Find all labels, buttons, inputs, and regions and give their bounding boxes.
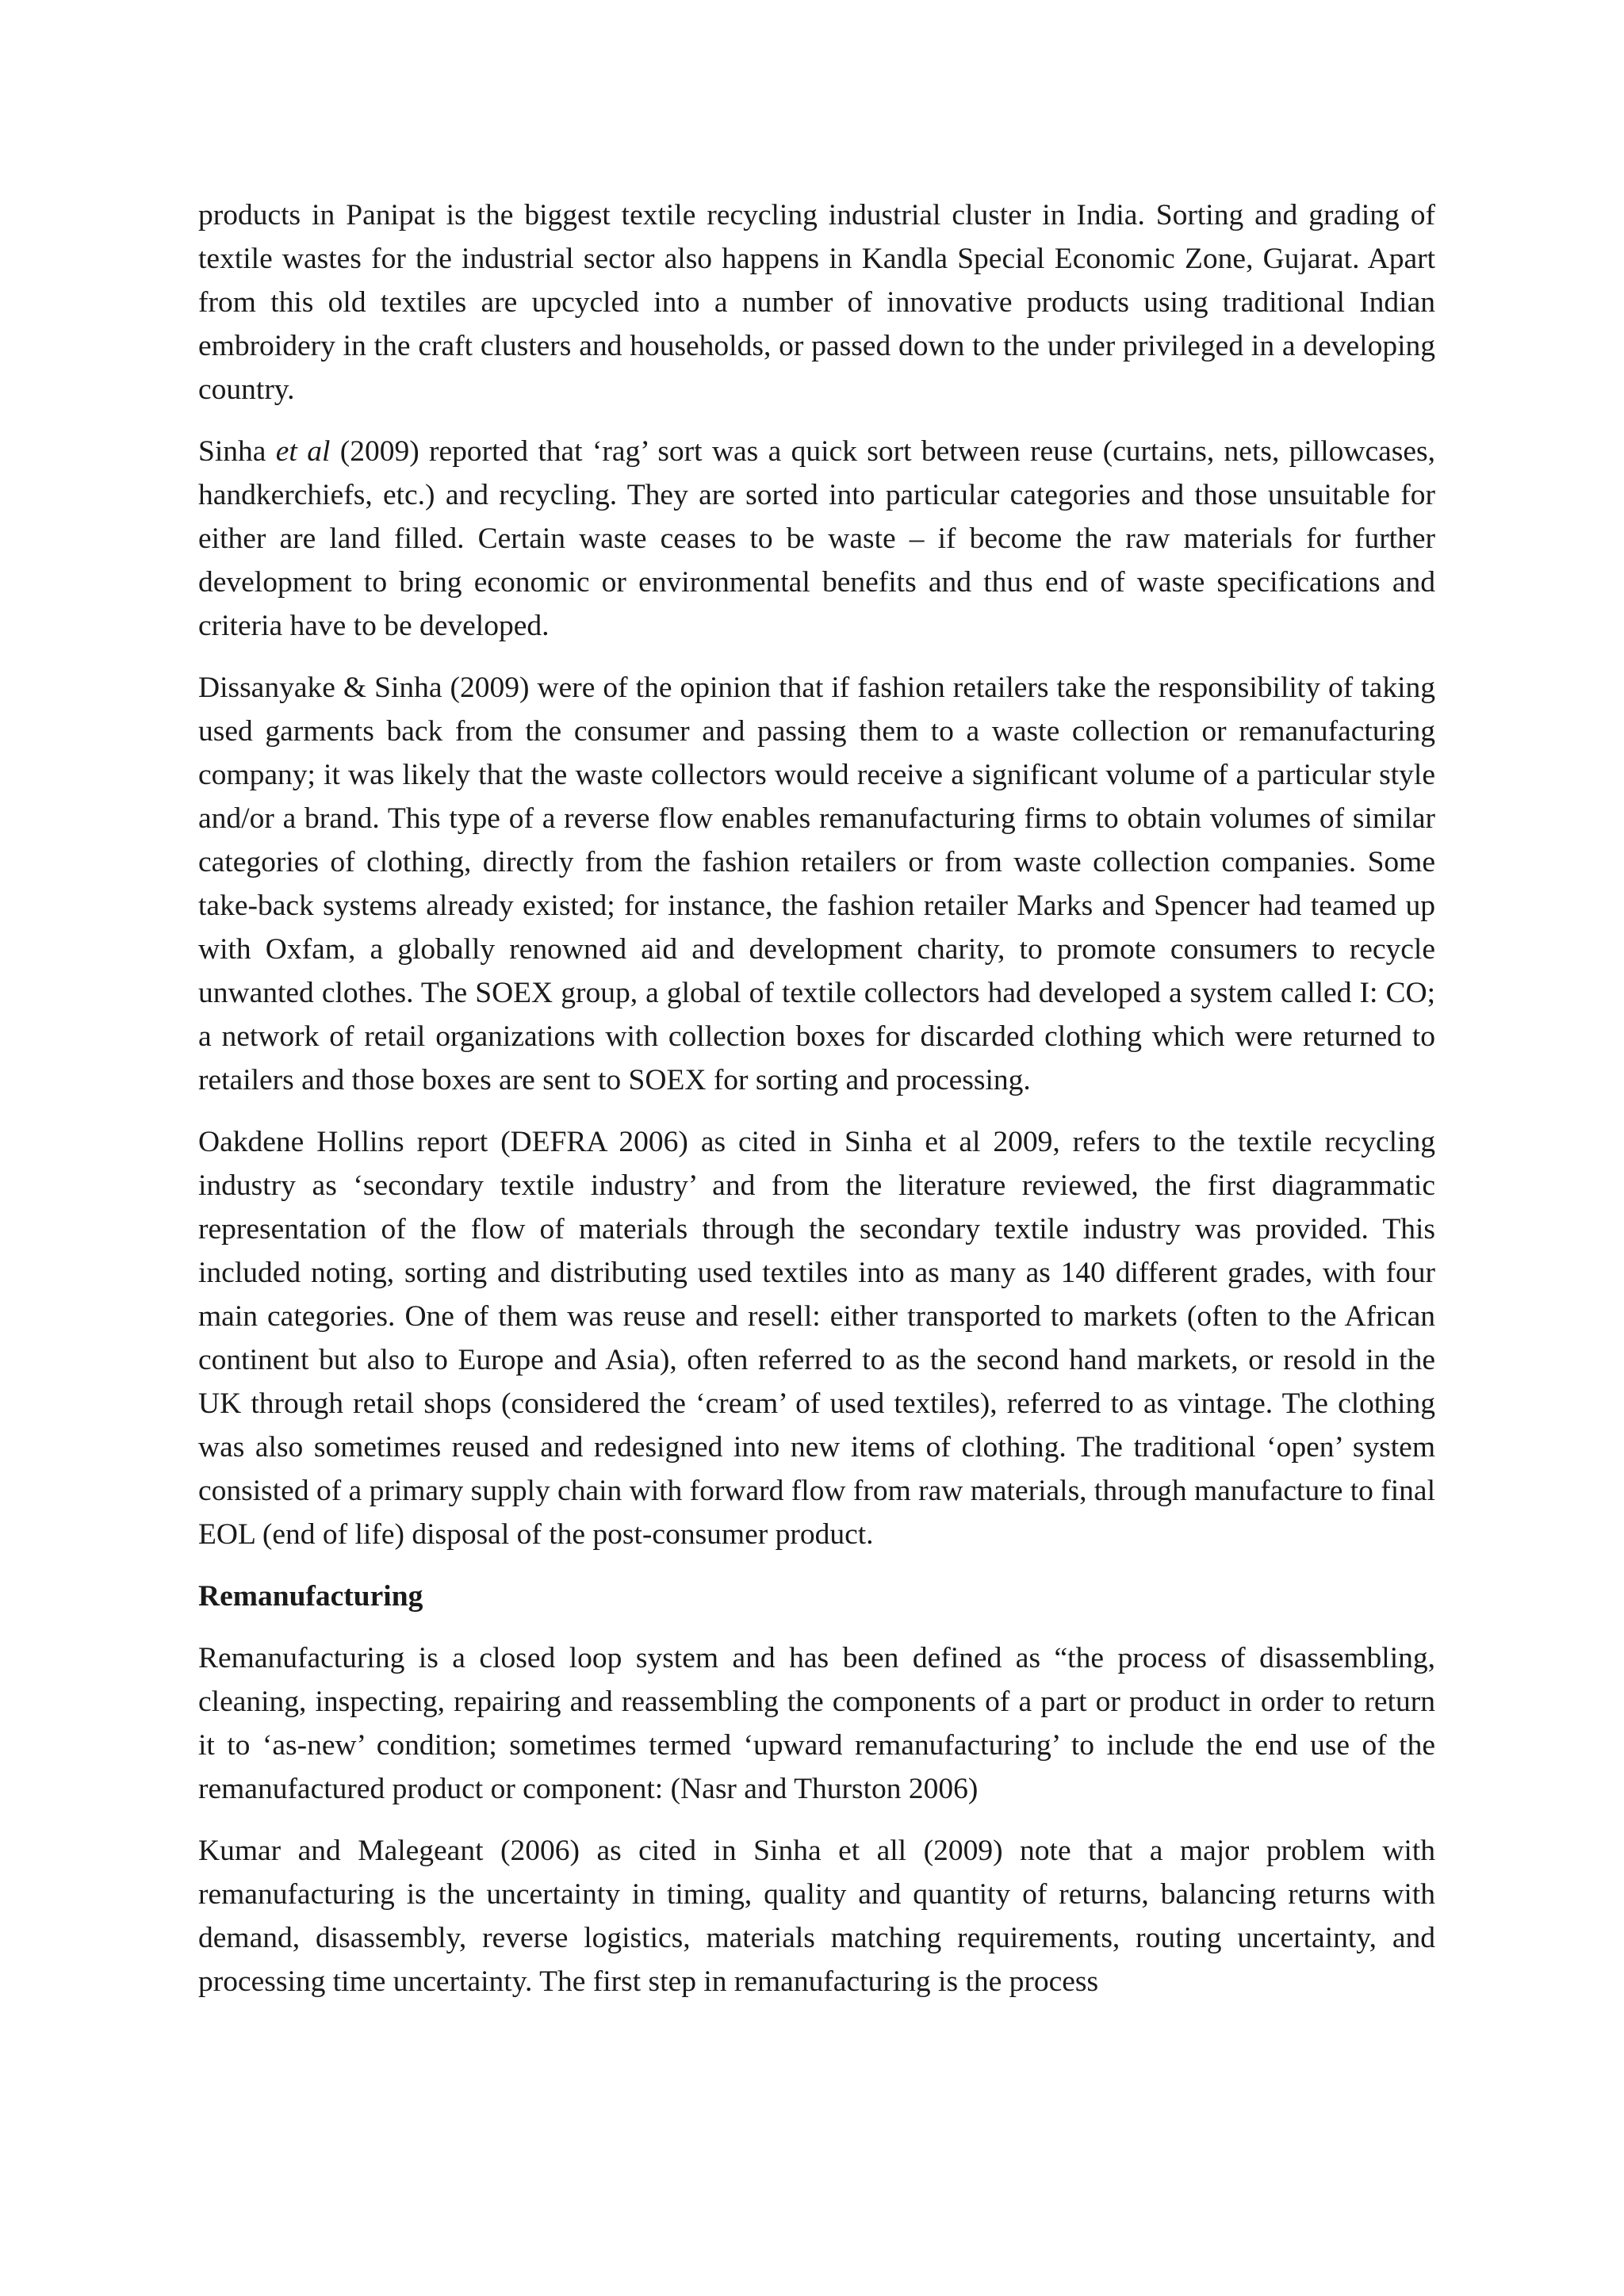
paragraph-oakdene: Oakdene Hollins report (DEFRA 2006) as cited in Sinha et al 2009, refers to the textile recycling industry as ‘secondary textile industry’ and from the literature reviewed, the first diagrammatic representation of the flow of materials through the secondary textile industry was provided. This included noting, sorting and distributing used textiles into as many as 140 different grades, with four main categories. One of them was reuse and resell: either transported to markets (often to the African continent but also to Europe and Asia), often referred to as the second hand markets, or resold in the UK through retail shops (considered the ‘cream’ of used textiles), referred to as vintage. The clothing was also sometimes reused and redesigned into new items of clothing. The traditional ‘open’ system consisted of a primary supply chain with forward flow from raw materials, through manufacture to final EOL (end of life) disposal of the post-consumer product. [198, 1126, 1435, 1551]
paragraph-remanufacturing-definition: Remanufacturing is a closed loop system and has been defined as “the process of disassembling, cleaning, inspecting, repairing and reassembling the components of a part or product in order to return it to ‘as-new’ condition; sometimes termed ‘upward remanufacturing’ to include the end use of the remanufactured product or component: (Nasr and Thurston 2006) [198, 1642, 1435, 1805]
paragraph-rag-sort-rest: (2009) reported that ‘rag’ sort was a quick sort between reuse (curtains, nets, pillowcases, handkerchiefs, etc.) and recycling. They are sorted into particular categories and those unsuitable for either are land filled. Certain waste ceases to be waste – if become the raw materials for further development to bring economic or environmental benefits and thus end of waste specifications and criteria have to be developed. [198, 435, 1436, 642]
document-body [198, 193, 1435, 2022]
paragraph-rag-sort-italic: et al [275, 435, 331, 468]
paragraph-rag-sort-lead: Sinha [198, 435, 276, 468]
paragraph-rag-sort [198, 430, 1435, 648]
paragraph-panipat: products in Panipat is the biggest textile recycling industrial cluster in India. Sorting and grading of textile wastes for the industrial sector also happens in Kandla Special Economic Zone, Gujarat. Apart from this old textiles are upcycled into a number of innovative products using traditional Indian embroidery in the craft clusters and households, or passed down to the under privileged in a developing country. [198, 199, 1435, 406]
paragraph-kumar: Kumar and Malegeant (2006) as cited in Sinha et all (2009) note that a major problem with remanufacturing is the uncertainty in timing, quality and quantity of returns, balancing returns with demand, disassembly, reverse logistics, materials matching requirements, routing uncertainty, and processing time uncertainty. The first step in remanufacturing is the process [198, 1835, 1435, 1998]
section-heading-remanufacturing: Remanufacturing [198, 1580, 423, 1613]
paragraph-take-back: Dissanyake & Sinha (2009) were of the opinion that if fashion retailers take the responsibility of taking used garments back from the consumer and passing them to a waste collection or remanufacturing company; it was likely that the waste collectors would receive a significant volume of a particular style and/or a brand. This type of a reverse flow enables remanufacturing firms to obtain volumes of similar categories of clothing, directly from the fashion retailers or from waste collection companies. Some take-back systems already existed; for instance, the fashion retailer Marks and Spencer had teamed up with Oxfam, a globally renowned aid and development charity, to promote consumers to recycle unwanted clothes. The SOEX group, a global of textile collectors had developed a system called I: CO; a network of retail organizations with collection boxes for discarded clothing which were returned to retailers and those boxes are sent to SOEX for sorting and processing. [198, 672, 1435, 1096]
